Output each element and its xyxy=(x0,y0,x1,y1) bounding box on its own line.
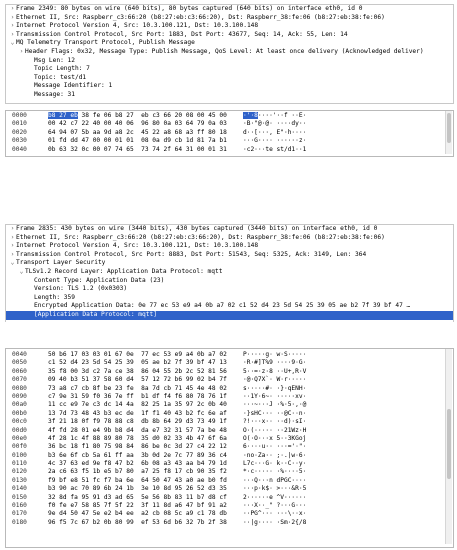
hex-offset: 0070 xyxy=(12,376,27,384)
hex-bytes-rest[interactable]: 9e d4 50 47 5e e2 b4 ee a2 cb 08 5c a9 c1 78 db xyxy=(48,510,227,518)
ascii-bytes[interactable] xyxy=(243,519,306,527)
hex-row[interactable] xyxy=(6,137,453,145)
packet-bytes-pane-bottom xyxy=(5,348,454,548)
ascii-bytes-rest[interactable]: 5··=·z·8 ··U+,R·V xyxy=(243,367,307,375)
hex-row[interactable] xyxy=(6,452,453,460)
hex-bytes-rest[interactable]: 11 cc e9 7e c3 dc 14 4a 82 25 1a 35 97 2c 0b 40 xyxy=(48,401,227,409)
tree-row[interactable] xyxy=(6,242,453,251)
hex-offset: 0150 xyxy=(12,493,27,501)
hex-bytes[interactable] xyxy=(48,427,227,435)
hex-offset: 0000 xyxy=(12,112,27,119)
ascii-bytes-rest[interactable]: O(·O···x 5··3KGoj xyxy=(243,434,307,442)
hex-offset: 0180 xyxy=(12,518,27,526)
hex-offset: 0040 xyxy=(12,145,27,153)
tree-row-label: Frame 2349: 80 bytes on wire (640 bits), 80 bytes captured (640 bits) on interface eth0, id 0 xyxy=(16,5,363,12)
tree-row[interactable] xyxy=(6,225,453,234)
hex-bytes[interactable] xyxy=(48,401,227,409)
hex-row[interactable] xyxy=(6,112,453,120)
hex-bytes[interactable] xyxy=(48,452,227,460)
hex-bytes-rest[interactable]: 96 f5 7c 67 b2 0b 80 99 ef 53 6d b6 32 7b 2f 38 xyxy=(48,518,227,526)
ascii-bytes[interactable] xyxy=(243,359,306,367)
hex-bytes-rest[interactable]: 00 42 c7 22 40 00 40 06 96 80 0a 03 64 79 0a 03 xyxy=(48,120,227,128)
tree-row[interactable] xyxy=(6,251,453,260)
tree-row-label: Transmission Control Protocol, Src Port: 1883, Dst Port: 43677, Seq: 14, Ack: 55, Len: 14 xyxy=(16,30,348,38)
hex-row[interactable] xyxy=(6,401,453,409)
tree-row-label: TLSv1.2 Record Layer: Application Data Protocol: mqtt xyxy=(25,267,223,275)
expanded-arrow-icon[interactable]: ⌄ xyxy=(10,259,15,267)
ascii-bytes[interactable] xyxy=(243,146,306,154)
tree-row-label: Length: 359 xyxy=(34,293,75,301)
hex-scrollbar-top[interactable] xyxy=(445,111,452,154)
ascii-bytes-selected[interactable]: ·'·8 xyxy=(243,112,258,119)
hex-bytes-rest[interactable]: 73 a8 c7 cb 8f be 23 fe 8a 7d cb 71 45 4e 48 02 xyxy=(48,384,227,392)
hex-offset: 0040 xyxy=(12,351,27,358)
hex-bytes-rest[interactable]: c7 9e 31 59 f0 36 7e ff b1 df f4 f6 80 78 76 1f xyxy=(48,392,227,400)
tree-row[interactable] xyxy=(6,311,453,320)
ascii-bytes-rest[interactable]: ·}sHC··· ··@C··n· xyxy=(243,409,307,417)
tree-row-label: Message Identifier: 1 xyxy=(34,82,113,90)
hex-bytes[interactable] xyxy=(48,359,227,367)
hex-bytes[interactable] xyxy=(48,385,227,393)
hex-bytes[interactable] xyxy=(48,137,227,145)
hex-row[interactable] xyxy=(6,460,453,468)
hex-row[interactable] xyxy=(6,129,453,137)
tree-row-label: Ethernet II, Src: Raspberr_c3:66:20 (b8:27:eb:c3:66:20), Dst: Raspberr_38:fe:06 (b8:27:eb:38:fe:06) xyxy=(16,13,385,21)
ascii-bytes[interactable] xyxy=(243,452,306,460)
ascii-bytes[interactable] xyxy=(243,418,306,426)
hex-bytes[interactable] xyxy=(48,418,227,426)
hex-bytes-rest[interactable]: 4f fd 28 01 e4 9b b8 d4 da e7 32 31 57 7a be 48 xyxy=(48,426,227,434)
ascii-bytes-rest[interactable]: ··PG^··· ···\··x· xyxy=(243,510,307,518)
hex-offset: 0120 xyxy=(12,468,27,476)
hex-offset: 0160 xyxy=(12,502,27,510)
hex-row[interactable] xyxy=(6,519,453,527)
expanded-arrow-icon[interactable]: ⌄ xyxy=(10,39,15,47)
tree-row[interactable] xyxy=(6,74,453,83)
ascii-bytes[interactable] xyxy=(243,385,306,393)
tree-row[interactable] xyxy=(6,277,453,286)
hex-bytes-rest[interactable]: 01 fd dd 47 00 00 01 01 08 0a d9 cb 1d 81 7a b1 xyxy=(48,137,227,145)
hex-bytes[interactable] xyxy=(48,443,227,451)
ascii-bytes[interactable] xyxy=(243,468,306,476)
hex-offset: 0020 xyxy=(12,128,27,136)
tree-row[interactable] xyxy=(6,285,453,294)
hex-bytes[interactable] xyxy=(48,129,227,137)
tree-row[interactable] xyxy=(6,259,453,268)
tree-row-label: Transport Layer Security xyxy=(16,259,106,267)
ascii-bytes[interactable] xyxy=(243,435,306,443)
ascii-bytes[interactable] xyxy=(243,393,306,401)
hex-bytes[interactable] xyxy=(48,460,227,468)
hex-row[interactable] xyxy=(6,468,453,476)
ascii-bytes[interactable] xyxy=(243,351,306,359)
hex-bytes[interactable] xyxy=(48,120,227,128)
tree-row[interactable] xyxy=(6,22,453,31)
tree-row-label: Transmission Control Protocol, Src Port: 8883, Dst Port: 51543, Seq: 5325, Ack: 3149, Len: 364 xyxy=(16,250,367,258)
hex-bytes-rest[interactable]: 35 f8 00 3d c2 7a ce 38 86 04 55 2b 2c 52 81 56 xyxy=(48,367,227,375)
tree-row[interactable] xyxy=(6,31,453,40)
tree-row-label: Frame 2835: 430 bytes on wire (3440 bits), 430 bytes captured (3440 bits) on interface eth0, id 0 xyxy=(16,225,378,232)
hex-bytes-rest[interactable]: b3 6e 6f cb 5a 61 ff aa 3b 0d 2e 7c 77 89 36 c4 xyxy=(48,451,227,459)
ascii-bytes-rest[interactable]: L7c···G· k··C··y· xyxy=(243,460,307,468)
hex-offset: 0110 xyxy=(12,460,27,468)
hex-scrollbar-bottom[interactable] xyxy=(445,349,452,544)
hex-offset: 0010 xyxy=(12,120,27,128)
hex-offset: 0100 xyxy=(12,451,27,459)
ascii-bytes-rest[interactable]: ·no·Za·· ;·.|w·6· xyxy=(243,451,307,459)
tree-row-label: Version: TLS 1.2 (0x0303) xyxy=(34,285,128,293)
collapsed-arrow-icon[interactable]: › xyxy=(10,250,15,258)
ascii-bytes[interactable] xyxy=(243,401,306,409)
hex-scrollbar-thumb-top[interactable] xyxy=(447,113,451,143)
hex-bytes-rest[interactable]: 13 7d 73 48 43 b3 ec de 1f f1 40 43 b2 fc 6e af xyxy=(48,409,227,417)
hex-bytes[interactable] xyxy=(48,485,227,493)
ascii-bytes-rest[interactable]: ·c2···te st/d1··1 xyxy=(243,145,307,153)
collapsed-arrow-icon[interactable]: › xyxy=(10,13,15,21)
hex-bytes-rest[interactable]: c1 52 d4 23 5d 54 25 39 05 ae b2 7f 39 bf 47 13 xyxy=(48,359,227,367)
hex-bytes[interactable] xyxy=(48,494,227,502)
collapsed-arrow-icon[interactable]: › xyxy=(10,233,15,241)
ascii-bytes-rest[interactable]: ···~···J ·%·5·,·@ xyxy=(243,401,307,409)
hex-offset: 0140 xyxy=(12,485,27,493)
tree-row-label: [Application Data Protocol: mqtt] xyxy=(34,310,157,318)
ascii-bytes-rest[interactable]: ·R·#]T%9 ····9·G· xyxy=(243,359,307,367)
tree-row-label: Header Flags: 0x32, Message Type: Publish Message, QoS Level: At least once delivery (Acknowledged deliver) xyxy=(25,47,424,55)
tree-row[interactable] xyxy=(6,39,453,48)
ascii-bytes[interactable] xyxy=(243,477,306,485)
hex-offset: 00f0 xyxy=(12,443,27,451)
hex-bytes[interactable] xyxy=(48,112,227,120)
hex-bytes[interactable] xyxy=(48,351,227,359)
hex-row[interactable] xyxy=(6,351,453,359)
hex-offset: 0080 xyxy=(12,384,27,392)
hex-bytes[interactable] xyxy=(48,502,227,510)
ascii-bytes[interactable] xyxy=(243,460,306,468)
tree-row-label: Topic: test/d1 xyxy=(34,73,87,81)
collapsed-arrow-icon[interactable]: › xyxy=(10,242,15,250)
hex-row[interactable] xyxy=(6,385,453,393)
hex-bytes-rest[interactable]: 0b 63 32 0c 00 07 74 65 73 74 2f 64 31 00 01 31 xyxy=(48,145,227,153)
ascii-bytes[interactable] xyxy=(243,368,306,376)
tree-row[interactable] xyxy=(6,57,453,66)
tree-row[interactable] xyxy=(6,5,453,14)
tree-row-label: Topic Length: 7 xyxy=(34,65,90,73)
hex-offset: 00a0 xyxy=(12,401,27,409)
hex-row[interactable] xyxy=(6,443,453,451)
ascii-bytes[interactable] xyxy=(243,443,306,451)
hex-row[interactable] xyxy=(6,485,453,493)
collapsed-arrow-icon[interactable]: › xyxy=(10,30,15,38)
hex-bytes-rest[interactable]: f9 bf e8 51 fc f7 ba 6e 64 50 47 43 a0 ae b0 fd xyxy=(48,476,227,484)
packet-bytes-pane-top xyxy=(5,110,454,157)
tree-row-label: Internet Protocol Version 4, Src: 10.3.100.121, Dst: 10.3.100.148 xyxy=(16,22,259,30)
ascii-bytes[interactable] xyxy=(243,129,306,137)
hex-row[interactable] xyxy=(6,359,453,367)
hex-bytes-rest[interactable]: 36 bc 18 f1 80 75 98 84 86 be 0c 3d 27 c4 22 12 xyxy=(48,443,227,451)
hex-offset: 00c0 xyxy=(12,418,27,426)
hex-bytes-rest[interactable]: 50 b6 17 03 03 01 67 0e 77 ec 53 e9 a4 0b a7 02 xyxy=(48,351,227,358)
hex-row[interactable] xyxy=(6,435,453,443)
hex-row[interactable] xyxy=(6,502,453,510)
tree-row[interactable] xyxy=(6,14,453,23)
packet-details-tree-bottom xyxy=(5,224,454,323)
tree-row-label: Ethernet II, Src: Raspberr_c3:66:20 (b8:27:eb:c3:66:20), Dst: Raspberr_38:fe:06 (b8:27:eb:38:fe:06) xyxy=(16,233,385,241)
collapsed-arrow-icon[interactable]: › xyxy=(10,225,15,232)
hex-bytes[interactable] xyxy=(48,510,227,518)
tree-row-label: Internet Protocol Version 4, Src: 10.3.100.121, Dst: 10.3.100.148 xyxy=(16,242,259,250)
hex-bytes-rest[interactable]: 09 40 b3 51 37 58 60 d4 57 12 72 b6 99 02 b4 7f xyxy=(48,376,227,384)
ascii-bytes[interactable] xyxy=(243,510,306,518)
ascii-bytes-rest[interactable]: ····'··f ··E· xyxy=(257,112,307,119)
ascii-bytes-rest[interactable]: ?!···x·· ··d)·sI· xyxy=(243,418,307,426)
hex-bytes[interactable] xyxy=(48,368,227,376)
hex-bytes-rest[interactable]: 4f 28 1c 4f 88 89 80 78 35 d0 02 33 4b 47 6f 6a xyxy=(48,434,227,442)
tree-row[interactable] xyxy=(6,48,453,57)
hex-row[interactable] xyxy=(6,494,453,502)
tree-row[interactable] xyxy=(6,91,453,100)
pane-divider[interactable] xyxy=(0,322,457,346)
hex-row[interactable] xyxy=(6,368,453,376)
ascii-bytes-rest[interactable]: ·B·"@·@· ····dy·· xyxy=(243,120,307,128)
hex-bytes-rest[interactable]: 4c 37 63 ed 9e f8 47 b2 6b 08 a3 43 aa b4 79 1d xyxy=(48,460,227,468)
hex-bytes[interactable] xyxy=(48,376,227,384)
hex-bytes-rest[interactable]: 32 8d fa 95 91 d3 ad 65 5e 56 8b 83 11 b7 d8 cf xyxy=(48,493,227,501)
hex-row[interactable] xyxy=(6,427,453,435)
hex-bytes-rest[interactable]: 38 fe 06 b8 27 eb c3 66 20 08 00 45 00 xyxy=(77,112,227,119)
ascii-bytes[interactable] xyxy=(243,494,306,502)
ascii-bytes-rest[interactable]: ···p·k$· >···&R·5 xyxy=(243,485,307,493)
hex-bytes[interactable] xyxy=(48,393,227,401)
ascii-bytes[interactable] xyxy=(243,112,306,120)
ascii-bytes-rest[interactable]: d··[···, E"·h···· xyxy=(243,128,307,136)
ascii-bytes[interactable] xyxy=(243,410,306,418)
hex-bytes-rest[interactable]: f0 fe e7 58 85 7f 5f 22 3f 11 8d a6 47 bf 91 a2 xyxy=(48,502,227,510)
hex-row[interactable] xyxy=(6,510,453,518)
hex-bytes[interactable] xyxy=(48,477,227,485)
collapsed-arrow-icon[interactable]: › xyxy=(10,22,15,30)
hex-bytes-rest[interactable]: 64 94 07 5b aa 9d a8 2c 45 22 a8 68 a3 ff 80 18 xyxy=(48,128,227,136)
ascii-bytes[interactable] xyxy=(243,137,306,145)
hex-offset: 0130 xyxy=(12,476,27,484)
hex-row[interactable] xyxy=(6,418,453,426)
ascii-bytes[interactable] xyxy=(243,376,306,384)
ascii-bytes-rest[interactable]: ···Q···n dPGC···· xyxy=(243,476,307,484)
hex-row[interactable] xyxy=(6,477,453,485)
hex-row[interactable] xyxy=(6,146,453,154)
hex-bytes-rest[interactable]: 2a c6 63 f5 1b e5 b7 80 a7 25 f8 17 cb 90 35 f2 xyxy=(48,468,227,476)
tree-row[interactable] xyxy=(6,234,453,243)
ascii-bytes-rest[interactable]: 6····u·· ···='·"· xyxy=(243,443,307,451)
ascii-bytes-rest[interactable]: ··1Y·6~· ·····xv· xyxy=(243,392,307,400)
ascii-bytes-rest[interactable]: ···X··_" ?···G··· xyxy=(243,502,307,510)
packet-details-tree-top xyxy=(5,4,454,104)
ascii-bytes-rest[interactable]: s·····#· ·}·qENH· xyxy=(243,384,307,392)
collapsed-arrow-icon[interactable]: › xyxy=(19,47,24,55)
hex-row[interactable] xyxy=(6,376,453,384)
collapsed-arrow-icon[interactable]: › xyxy=(10,5,15,12)
ascii-bytes[interactable] xyxy=(243,120,306,128)
hex-offset: 0170 xyxy=(12,510,27,518)
ascii-bytes-rest[interactable]: ··|g···· ·Sm·2{/8 xyxy=(243,518,307,526)
hex-offset: 0090 xyxy=(12,392,27,400)
ascii-bytes-rest[interactable]: ·@·Q7X`· W·r····· xyxy=(243,376,307,384)
hex-offset: 00b0 xyxy=(12,409,27,417)
tree-row-label: Encrypted Application Data: 0e 77 ec 53 e9 a4 0b a7 02 c1 52 d4 23 5d 54 25 39 05 ae b2 7f 39 bf 47 … xyxy=(34,302,411,310)
ascii-bytes-rest[interactable]: O·(····· ··21Wz·H xyxy=(243,426,307,434)
tree-row[interactable] xyxy=(6,294,453,303)
tree-row-label: MQ Telemetry Transport Protocol, Publish Message xyxy=(16,39,195,47)
hex-row[interactable] xyxy=(6,393,453,401)
hex-bytes[interactable] xyxy=(48,468,227,476)
hex-offset: 0050 xyxy=(12,359,27,367)
hex-bytes[interactable] xyxy=(48,435,227,443)
hex-row[interactable] xyxy=(6,410,453,418)
tree-row-label: Message: 31 xyxy=(34,90,75,98)
tree-row-label: Content Type: Application Data (23) xyxy=(34,276,165,284)
hex-offset: 0060 xyxy=(12,367,27,375)
hex-row[interactable] xyxy=(6,120,453,128)
ascii-bytes[interactable] xyxy=(243,502,306,510)
hex-bytes-rest[interactable]: 3f 21 18 0f f9 78 88 c8 db 8b 64 29 d3 73 49 1f xyxy=(48,418,227,426)
ascii-bytes-rest[interactable]: *·c····· ·%····5· xyxy=(243,468,307,476)
tree-row[interactable] xyxy=(6,302,453,311)
hex-bytes[interactable] xyxy=(48,146,227,154)
hex-bytes[interactable] xyxy=(48,519,227,527)
ascii-bytes[interactable] xyxy=(243,427,306,435)
expanded-arrow-icon[interactable]: ⌄ xyxy=(19,267,24,275)
hex-bytes-selected[interactable]: b8 27 eb xyxy=(48,112,78,119)
tree-row[interactable] xyxy=(6,65,453,74)
hex-bytes-rest[interactable]: b3 90 ac 70 89 6b 24 1b 3e 10 8d 95 26 52 d3 35 xyxy=(48,485,227,493)
hex-scrollbar-thumb-bottom[interactable] xyxy=(447,409,451,479)
tree-row[interactable] xyxy=(6,82,453,91)
tree-row-label: Msg Len: 12 xyxy=(34,56,75,64)
hex-offset: 00e0 xyxy=(12,434,27,442)
ascii-bytes-rest[interactable]: ···G···· ······z· xyxy=(243,137,307,145)
hex-offset: 0030 xyxy=(12,137,27,145)
ascii-bytes-rest[interactable]: 2······e ^V······ xyxy=(243,493,307,501)
ascii-bytes[interactable] xyxy=(243,485,306,493)
hex-bytes[interactable] xyxy=(48,410,227,418)
ascii-bytes-rest[interactable]: P·····g· w·S····· xyxy=(243,351,307,358)
hex-offset: 00d0 xyxy=(12,426,27,434)
tree-row[interactable] xyxy=(6,268,453,277)
